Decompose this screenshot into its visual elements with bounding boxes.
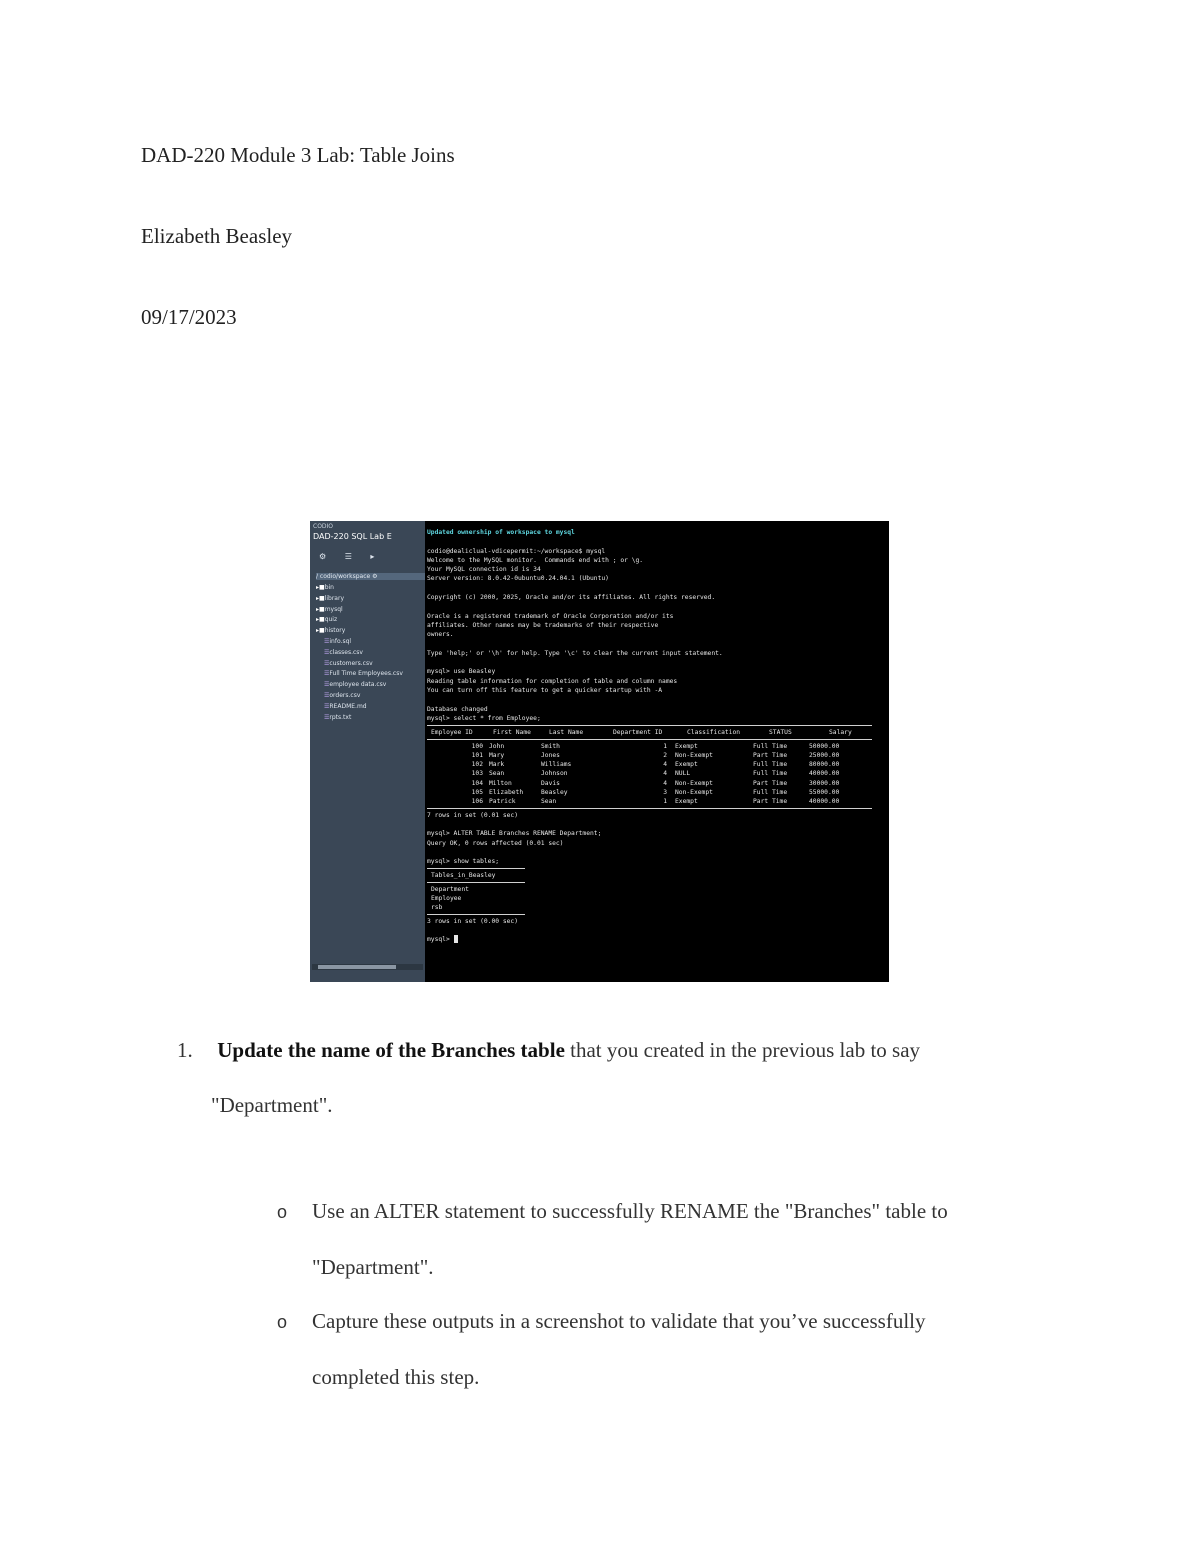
file-item: ☰ Full Time Employees.csv <box>316 670 425 681</box>
document-title: DAD-220 Module 3 Lab: Table Joins <box>141 143 455 167</box>
table-cell: 101 <box>471 751 483 759</box>
terminal-line: mysql> ALTER TABLE Branches RENAME Department; <box>427 830 602 838</box>
column-header: Classification <box>687 729 741 737</box>
table-cell: 100 <box>471 742 483 750</box>
column-header: Department ID <box>613 729 663 737</box>
employee-table <box>427 725 889 808</box>
file-explorer-sidebar <box>310 521 425 982</box>
terminal-line <box>427 640 889 649</box>
terminal-output <box>427 521 889 982</box>
sidebar-toolbar-icons: ⚙ ☰ ▸ <box>319 552 383 561</box>
file-item: ☰ employee data.csv <box>316 681 425 692</box>
file-item: ☰ classes.csv <box>316 649 425 660</box>
instruction-text: that you created in the previous lab to say <box>564 1038 921 1062</box>
author-name: Elizabeth Beasley <box>141 224 293 248</box>
table-cell: Beasley <box>541 789 568 797</box>
folder-item: ▸■ history <box>316 627 425 638</box>
table-cell: Elizabeth <box>489 789 524 797</box>
table-cell: Part Time <box>753 798 788 806</box>
terminal-line: 7 rows in set (0.01 sec) <box>427 811 518 819</box>
instruction-item-1-cont: "Department". <box>211 1093 333 1117</box>
table-cell: Exempt <box>675 761 698 769</box>
table-cell: rsb <box>431 904 443 912</box>
table-border <box>427 868 525 869</box>
terminal-line: mysql> <box>427 935 889 944</box>
table-cell: Mary <box>489 751 505 759</box>
table-row <box>427 742 889 751</box>
table-row <box>427 885 889 894</box>
table-cell: 103 <box>471 770 483 778</box>
bullet-marker: o <box>277 1202 288 1222</box>
bullet-marker: o <box>277 1312 288 1332</box>
column-header: Salary <box>829 729 852 737</box>
table-cell: Patrick <box>489 798 516 806</box>
bullet-2-line-2: completed this step. <box>312 1365 480 1389</box>
column-header: Employee ID <box>431 729 473 737</box>
table-cell: 106 <box>471 798 483 806</box>
root-folder: / codio/workspace ⚙ <box>316 573 425 580</box>
column-header: STATUS <box>769 729 792 737</box>
table-row <box>427 788 889 797</box>
table-cell: Johnson <box>541 770 568 778</box>
table-cell: 40000.00 <box>809 798 840 806</box>
folder-item: ▸■ bin <box>316 584 425 595</box>
bullet-1-line-1: Use an ALTER statement to successfully RENAME the "Branches" table to <box>312 1199 948 1223</box>
table-row <box>427 894 889 903</box>
table-cell: 25000.00 <box>809 751 840 759</box>
table-border <box>427 739 872 740</box>
column-header: Last Name <box>549 729 584 737</box>
table-row <box>427 797 889 806</box>
table-header-row <box>427 871 889 880</box>
terminal-middle <box>427 811 889 867</box>
table-cell: NULL <box>675 770 691 778</box>
terminal-line <box>427 584 889 593</box>
workspace-name: DAD-220 SQL Lab E <box>313 532 392 541</box>
table-cell: Exempt <box>675 742 698 750</box>
terminal-line: Type 'help;' or '\h' for help. Type '\c' to clear the current input statement. <box>427 649 723 657</box>
terminal-line: 3 rows in set (0.00 sec) <box>427 917 518 925</box>
table-cell: 40000.00 <box>809 770 840 778</box>
table-cell: John <box>489 742 505 750</box>
table-cell: Non-Exempt <box>675 779 713 787</box>
sidebar-scrollbar <box>312 964 423 970</box>
instruction-bold: Update the name of the Branches table <box>217 1038 565 1062</box>
table-cell: Sean <box>541 798 557 806</box>
table-row <box>427 760 889 769</box>
table-cell: Mark <box>489 761 505 769</box>
table-cell: 55000.00 <box>809 789 840 797</box>
table-cell: 4 <box>663 770 667 778</box>
table-cell: Exempt <box>675 798 698 806</box>
terminal-line: Your MySQL connection id is 34 <box>427 566 541 574</box>
terminal-line <box>427 658 889 667</box>
terminal-line: Database changed <box>427 705 488 713</box>
document-date: 09/17/2023 <box>141 305 237 329</box>
table-cell: 104 <box>471 779 483 787</box>
terminal-line: Server version: 8.0.42-0ubuntu0.24.04.1 (Ubuntu) <box>427 575 609 583</box>
table-cell: Full Time <box>753 761 788 769</box>
table-cell: Non-Exempt <box>675 789 713 797</box>
table-cell: Milton <box>489 779 512 787</box>
table-row <box>427 751 889 760</box>
table-row <box>427 903 889 912</box>
folder-item: ▸■ library <box>316 595 425 606</box>
terminal-line: mysql> show tables; <box>427 858 500 866</box>
table-cell: 50000.00 <box>809 742 840 750</box>
table-cell: 1 <box>663 798 667 806</box>
table-cell: Full Time <box>753 789 788 797</box>
terminal-line <box>427 602 889 611</box>
tables-list <box>427 868 889 914</box>
terminal-end <box>427 917 889 945</box>
table-border <box>427 808 872 809</box>
table-cell: 4 <box>663 761 667 769</box>
terminal-line <box>427 848 889 857</box>
table-cell: Non-Exempt <box>675 751 713 759</box>
table-cell: 30000.00 <box>809 779 840 787</box>
file-item: ☰ info.sql <box>316 638 425 649</box>
table-border <box>427 914 525 915</box>
terminal-line: Reading table information for completion of table and column names <box>427 677 678 685</box>
terminal-line: Oracle is a registered trademark of Oracle Corporation and/or its <box>427 612 674 620</box>
folder-item: ▸■ mysql <box>316 606 425 617</box>
table-cell: 80000.00 <box>809 761 840 769</box>
terminal-line <box>427 820 889 829</box>
table-cell: 3 <box>663 789 667 797</box>
terminal-line: Query OK, 0 rows affected (0.01 sec) <box>427 839 564 847</box>
terminal-intro <box>427 547 889 724</box>
terminal-line: owners. <box>427 631 454 639</box>
terminal-line <box>427 926 889 935</box>
table-cell: Full Time <box>753 770 788 778</box>
table-cell: 1 <box>663 742 667 750</box>
terminal-line: mysql> use Beasley <box>427 668 496 676</box>
table-cell: 2 <box>663 751 667 759</box>
terminal-line: You can turn off this feature to get a quicker startup with -A <box>427 687 663 695</box>
table-cell: Smith <box>541 742 560 750</box>
table-cell: 4 <box>663 779 667 787</box>
terminal-line: Welcome to the MySQL monitor. Commands end with ; or \g. <box>427 556 644 564</box>
workspace-label: CODIO <box>313 523 334 530</box>
terminal-line: affiliates. Other names may be trademarks of their respective <box>427 621 659 629</box>
file-item: ☰ customers.csv <box>316 660 425 671</box>
table-cell: Davis <box>541 779 560 787</box>
table-border <box>427 882 525 883</box>
terminal-line: mysql> select * from Employee; <box>427 714 541 722</box>
file-item: ☰ rpts.txt <box>316 714 425 725</box>
table-cell: Sean <box>489 770 505 778</box>
column-header: Tables_in_Beasley <box>431 872 496 880</box>
folder-item: ▸■ quiz <box>316 616 425 627</box>
ownership-message: Updated ownership of workspace to mysql <box>427 529 575 536</box>
column-header: First Name <box>493 729 531 737</box>
table-header-row <box>427 728 889 737</box>
instruction-item-1 <box>177 1038 920 1063</box>
table-cell: Jones <box>541 751 560 759</box>
table-border <box>427 725 872 726</box>
cursor <box>454 935 458 943</box>
terminal-screenshot <box>310 521 889 982</box>
table-cell: Full Time <box>753 742 788 750</box>
file-tree <box>316 584 425 724</box>
table-cell: 105 <box>471 789 483 797</box>
terminal-line: codio@dealiclual-vdicepermit:~/workspace$ mysql <box>427 547 606 555</box>
terminal-line <box>427 695 889 704</box>
file-item: ☰ README.md <box>316 703 425 714</box>
table-cell: 102 <box>471 761 483 769</box>
file-item: ☰ orders.csv <box>316 692 425 703</box>
table-row <box>427 769 889 778</box>
item-number: 1. <box>177 1038 193 1062</box>
table-cell: Department <box>431 885 469 893</box>
table-cell: Part Time <box>753 779 788 787</box>
scrollbar-thumb <box>318 965 396 969</box>
table-cell: Part Time <box>753 751 788 759</box>
table-cell: Williams <box>541 761 572 769</box>
bullet-2-line-1: Capture these outputs in a screenshot to validate that you’ve successfully <box>312 1309 926 1333</box>
table-cell: Employee <box>431 894 462 902</box>
terminal-line: Copyright (c) 2000, 2025, Oracle and/or its affiliates. All rights reserved. <box>427 594 716 602</box>
bullet-1-line-2: "Department". <box>312 1255 434 1279</box>
table-row <box>427 779 889 788</box>
